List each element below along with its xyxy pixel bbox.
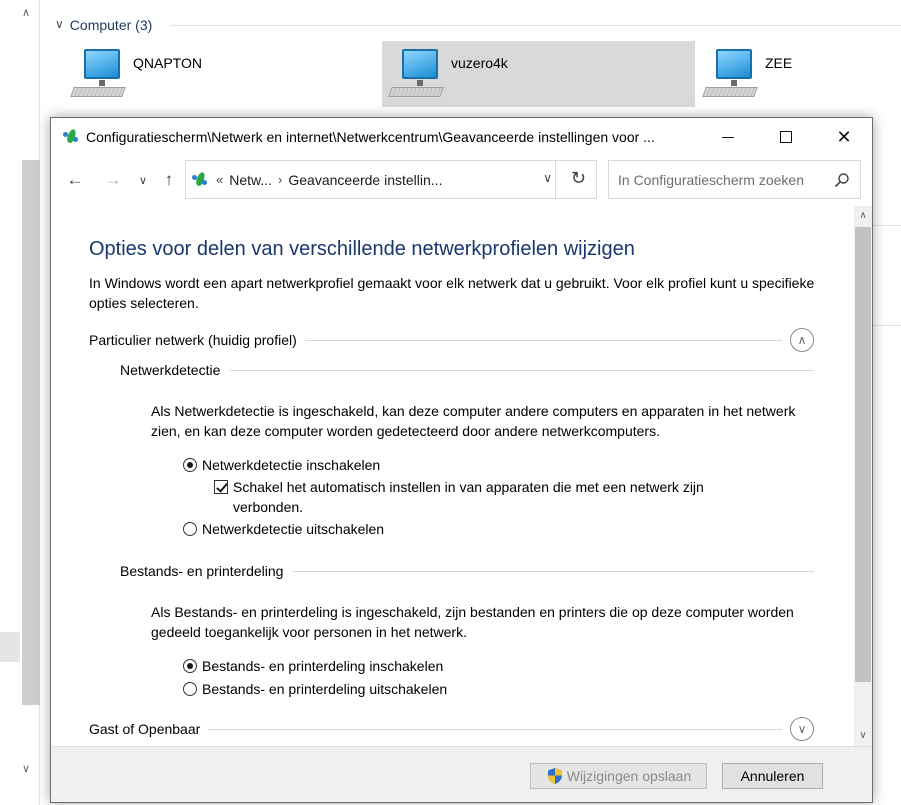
radio-file-sharing-on[interactable] [183,658,443,674]
group-divider [170,25,901,26]
computer-name: ZEE [765,55,793,71]
arrow-right-icon: → [104,170,122,189]
checkbox[interactable] [214,480,228,494]
chevron-up-icon: ∧ [797,333,807,347]
save-button-label: Wijzigingen opslaan [566,768,692,784]
computer-icon [70,47,130,103]
checkbox-auto-setup-devices[interactable] [214,477,754,517]
forward-button[interactable] [101,168,125,192]
minimize-button[interactable] [699,118,757,156]
background-divider [873,225,901,226]
background-divider [873,325,901,326]
computer-item-vuzero4k[interactable] [382,41,695,107]
radio-network-discovery-off[interactable] [183,521,384,537]
back-button[interactable] [63,168,87,192]
file-sharing-description: Als Bestands- en printerdeling is ingeschakeld, zijn bestanden en printers die op deze computer worden gedeeld toegankelijk voor personen in het netwerk. [151,604,794,640]
computer-item-zee[interactable] [702,41,901,107]
collapse-private-button[interactable] [790,328,814,352]
computer-group-header[interactable] [55,16,152,34]
arrow-left-icon: ← [66,170,84,189]
title-bar[interactable] [51,118,872,156]
computer-item-qnapton[interactable] [70,41,370,107]
navigation-bar [51,158,872,203]
chevron-down-icon: ∨ [138,174,148,187]
breadcrumb-advanced-settings[interactable]: Geavanceerde instellin... [288,171,443,188]
recent-locations-button[interactable] [131,168,155,192]
section-divider [208,729,782,730]
scrollbar-thumb[interactable] [855,227,871,682]
subsection-divider [230,370,814,371]
computer-icon [388,47,448,103]
network-discovery-description: Als Netwerkdetectie is ingeschakeld, kan deze computer andere computers en apparaten in het netwerk zien, en kan deze computer worden gedetecteerd door andere netwerkcomputers. [151,403,796,439]
radio-label[interactable]: Bestands- en printerdeling uitschakelen [202,681,448,697]
search-box[interactable] [608,160,861,199]
advanced-sharing-settings-window [50,117,873,803]
explorer-nav-selection [0,632,20,662]
address-dropdown-icon[interactable]: ∨ [543,171,552,185]
settings-content [51,206,854,746]
radio-label[interactable]: Netwerkdetectie uitschakelen [202,521,385,537]
search-input[interactable] [618,172,818,188]
close-icon: ✕ [836,126,852,147]
minimize-icon [722,137,734,138]
chevron-down-icon: ∨ [797,722,807,736]
subsection-divider [293,571,814,572]
intro-text: In Windows wordt een apart netwerkprofiel gemaakt voor elk netwerk dat u gebruikt. Voor elk profiel kunt u specifieke opties selecteren. [89,275,815,311]
section-guest-label: Gast of Openbaar [89,721,201,737]
computer-name: vuzero4k [451,55,508,71]
chevron-down-icon: ∨ [55,17,64,31]
network-discovery-label: Netwerkdetectie [120,362,221,378]
maximize-icon [780,131,792,143]
radio-network-discovery-on[interactable] [183,457,380,473]
explorer-scroll-up-icon[interactable]: ∧ [22,7,31,19]
explorer-scrollbar-thumb[interactable] [22,160,40,705]
arrow-up-icon: ↑ [164,170,174,189]
network-center-icon [190,171,210,189]
radio-button[interactable] [183,522,197,536]
save-changes-button[interactable] [530,763,707,789]
vertical-scrollbar[interactable] [854,206,872,746]
radio-button[interactable] [183,458,197,472]
computer-icon [702,47,762,103]
page-title: Opties voor delen van verschillende netwerkprofielen wijzigen [89,238,635,260]
radio-button[interactable] [183,659,197,673]
cancel-button[interactable] [722,763,823,789]
uac-shield-icon [546,767,564,785]
dialog-footer [51,746,872,802]
breadcrumb-network[interactable]: Netw... [229,171,273,188]
address-divider [555,161,556,198]
file-sharing-label: Bestands- en printerdeling [120,563,284,579]
refresh-icon[interactable]: ↻ [570,168,586,188]
close-button[interactable] [815,118,873,156]
checkbox-label[interactable]: Schakel het automatisch instellen in van apparaten die met een netwerk zijn verbonden. [233,479,704,515]
scroll-up-icon[interactable]: ∧ [859,210,867,221]
explorer-scroll-down-icon[interactable]: ∨ [22,763,31,775]
section-private-label: Particulier netwerk (huidig profiel) [89,332,297,348]
subsection-file-printer-sharing [120,560,814,582]
radio-file-sharing-off[interactable] [183,681,447,697]
address-bar[interactable] [185,160,597,199]
group-header-label: Computer (3) [69,17,153,33]
address-overflow[interactable]: « [216,172,224,187]
radio-label[interactable]: Bestands- en printerdeling inschakelen [202,658,444,674]
maximize-button[interactable] [757,118,815,156]
computer-name: QNAPTON [133,55,202,71]
expand-guest-button[interactable] [790,717,814,741]
search-icon[interactable] [834,172,850,188]
section-guest-public[interactable] [89,717,814,741]
radio-label[interactable]: Netwerkdetectie inschakelen [202,457,381,473]
scroll-down-icon[interactable]: ∨ [859,730,867,741]
radio-button[interactable] [183,682,197,696]
section-private-network[interactable] [89,328,814,352]
subsection-network-discovery [120,359,814,381]
cancel-button-label: Annuleren [740,768,805,784]
network-center-icon [61,128,81,146]
section-divider [305,340,782,341]
up-button[interactable] [157,168,181,192]
window-title: Configuratiescherm\Netwerk en internet\Netwerkcentrum\Geavanceerde instellingen voor ... [86,129,655,145]
breadcrumb-separator-icon[interactable]: › [278,172,283,187]
